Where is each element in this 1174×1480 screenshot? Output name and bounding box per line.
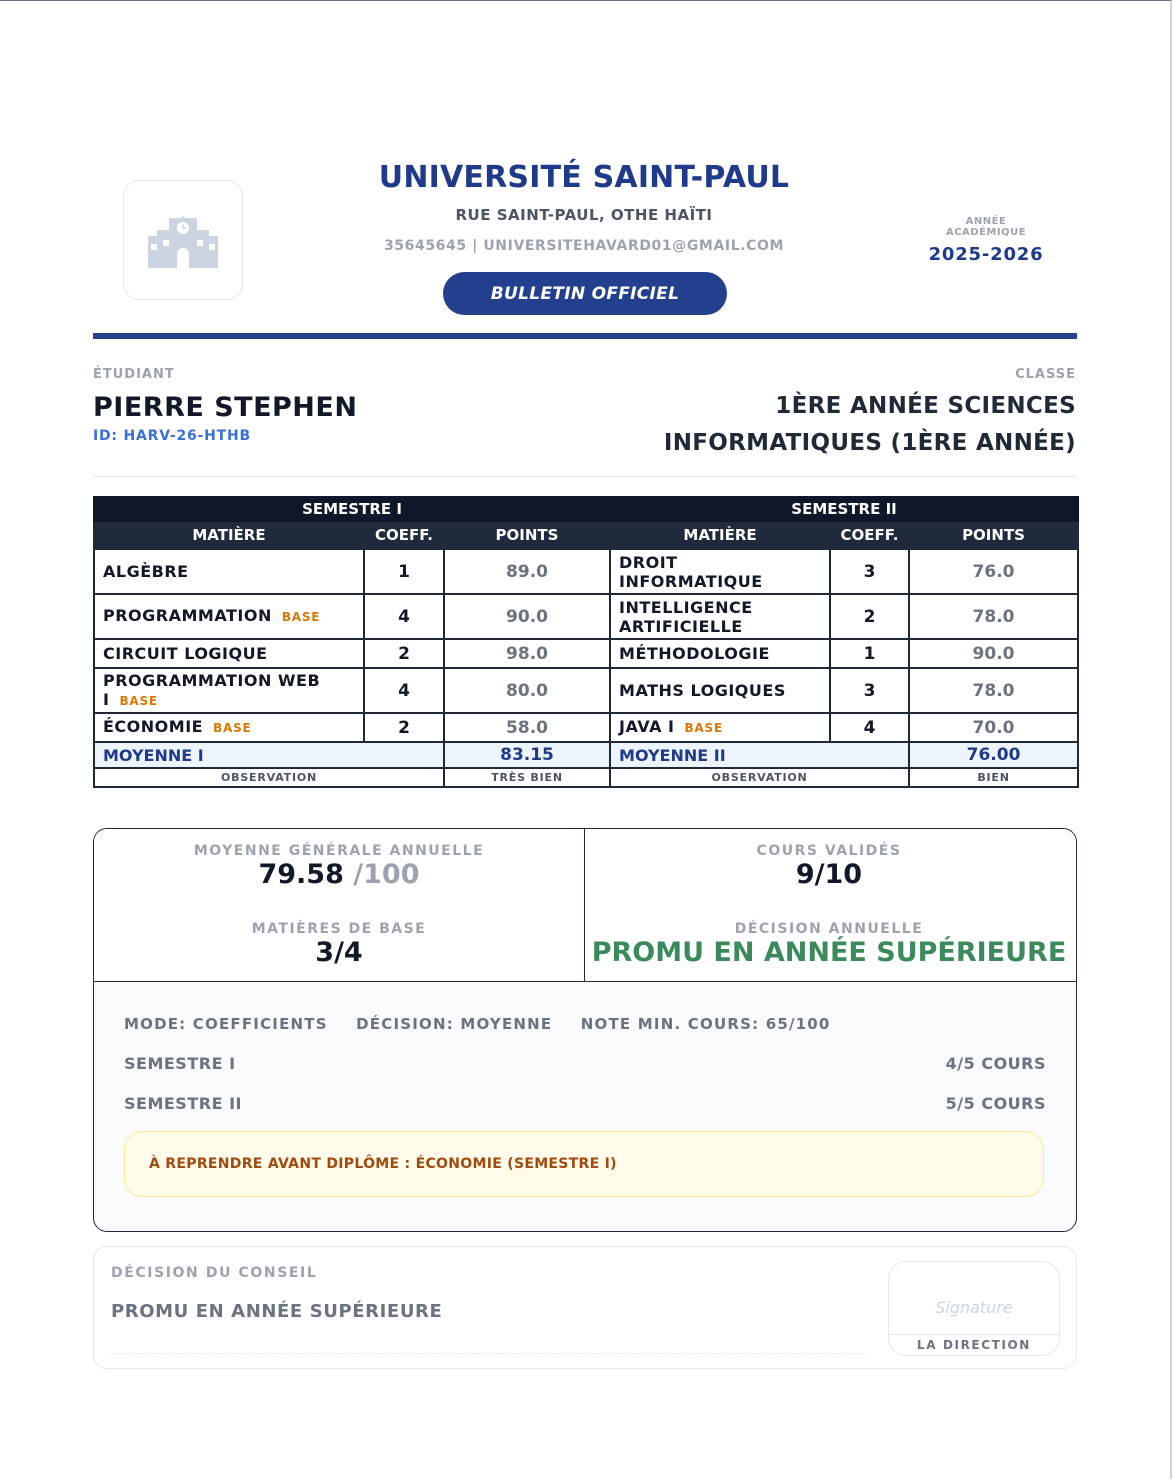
semester2-header: SEMESTRE II	[610, 497, 1078, 521]
base-tag: BASE	[119, 693, 158, 708]
table-row	[94, 639, 1078, 668]
subject-name: CIRCUIT LOGIQUE	[103, 644, 268, 663]
academic-year-value: 2025-2026	[928, 244, 1044, 265]
average2-label: MOYENNE II	[610, 742, 909, 768]
academic-year-label: ANNÉE ACADÉMIQUE	[945, 216, 1027, 238]
council-dashed-line	[111, 1353, 865, 1354]
student-name: PIERRE STEPHEN	[93, 392, 358, 423]
subject-cell	[94, 594, 364, 639]
coef-cell: 4	[364, 594, 444, 639]
header-divider	[93, 333, 1077, 339]
semester1-summary-label: SEMESTRE I	[124, 1054, 236, 1073]
subject-cell	[610, 639, 830, 668]
school-building-icon	[147, 210, 219, 270]
table-row	[94, 713, 1078, 742]
semester2-summary	[124, 1094, 1046, 1113]
base-tag: BASE	[684, 721, 723, 735]
observation2-label: OBSERVATION	[610, 768, 909, 787]
signature-line	[889, 1334, 1059, 1335]
university-address: RUE SAINT-PAUL, OTHE HAÏTI	[455, 206, 713, 224]
coef-cell: 2	[830, 594, 909, 639]
coef-cell: 4	[364, 668, 444, 713]
points-cell: 98.0	[444, 639, 610, 668]
subject-name: MÉTHODOLOGIE	[619, 644, 770, 663]
subject-name: INTELLIGENCE ARTIFICIELLE	[619, 597, 753, 636]
council-decision-value: PROMU EN ANNÉE SUPÉRIEURE	[111, 1301, 443, 1322]
average1-label: MOYENNE I	[94, 742, 444, 768]
signature-box	[888, 1261, 1060, 1356]
points-cell: 90.0	[444, 594, 610, 639]
points-cell: 78.0	[909, 594, 1078, 639]
annual-average-label: MOYENNE GÉNÉRALE ANNUELLE	[193, 843, 485, 859]
observation2-value: BIEN	[909, 768, 1078, 787]
base-subjects-label: MATIÈRES DE BASE	[251, 921, 427, 937]
validated-courses-label: COURS VALIDÉS	[756, 843, 902, 859]
coef-cell: 1	[830, 639, 909, 668]
coef-cell: 1	[364, 549, 444, 594]
subject-name: JAVA I	[619, 717, 675, 736]
points-cell: 80.0	[444, 668, 610, 713]
observation1-label: OBSERVATION	[94, 768, 444, 787]
subject-cell	[610, 549, 830, 594]
signature-label: LA DIRECTION	[917, 1338, 1031, 1352]
col-points-s1: POINTS	[444, 521, 610, 549]
observation1-value: TRÈS BIEN	[444, 768, 610, 787]
subject-cell	[94, 713, 364, 742]
coef-cell: 3	[830, 549, 909, 594]
subject-name: PROGRAMMATION	[103, 606, 272, 625]
subject-name: PROGRAMMATION WEB I	[103, 670, 321, 709]
subject-cell	[610, 594, 830, 639]
subject-name: ÉCONOMIE	[103, 717, 204, 736]
bulletin-badge: BULLETIN OFFICIEL	[443, 272, 727, 315]
semester2-summary-value: 5/5 COURS	[945, 1094, 1046, 1113]
semester1-summary-value: 4/5 COURS	[945, 1054, 1046, 1073]
base-subjects	[94, 921, 584, 968]
coef-cell: 3	[830, 668, 909, 713]
observation-row	[94, 768, 1078, 787]
base-subjects-value: 3/4	[315, 937, 363, 968]
coef-cell: 2	[364, 639, 444, 668]
table-row	[94, 594, 1078, 639]
student-divider	[93, 476, 1077, 477]
subject-cell	[610, 713, 830, 742]
coef-cell: 4	[830, 713, 909, 742]
class-label: CLASSE	[1015, 367, 1076, 382]
subject-cell	[94, 639, 364, 668]
col-subject-s2: MATIÈRE	[610, 521, 830, 549]
class-name-line2: INFORMATIQUES (1ÈRE ANNÉE)	[663, 430, 1076, 456]
annual-average-denom: /100	[353, 859, 420, 890]
student-label: ÉTUDIANT	[93, 367, 175, 382]
semester2-summary-label: SEMESTRE II	[124, 1094, 242, 1113]
annual-summary-card	[93, 828, 1077, 1232]
subject-name: DROIT INFORMATIQUE	[619, 552, 763, 591]
average2-value: 76.00	[909, 742, 1078, 768]
semester-header-row	[94, 497, 1078, 521]
col-subject-s1: MATIÈRE	[94, 521, 364, 549]
university-logo	[123, 180, 243, 300]
validated-courses-value: 9/10	[795, 859, 863, 890]
semester1-summary	[124, 1054, 1046, 1073]
annual-decision-value: PROMU EN ANNÉE SUPÉRIEURE	[591, 937, 1067, 968]
mode-setting: MODE: COEFFICIENTS	[124, 1015, 328, 1033]
semester1-header: SEMESTRE I	[94, 497, 610, 521]
annual-average	[94, 843, 584, 890]
council-decision-label: DÉCISION DU CONSEIL	[111, 1265, 318, 1281]
points-cell: 89.0	[444, 549, 610, 594]
base-tag: BASE	[281, 610, 321, 624]
average1-value: 83.15	[444, 742, 610, 768]
table-row	[94, 549, 1078, 594]
calculation-settings	[124, 1015, 853, 1033]
annual-decision-label: DÉCISION ANNUELLE	[734, 921, 924, 937]
min-note-setting: NOTE MIN. COURS: 65/100	[580, 1015, 831, 1033]
subject-name: MATHS LOGIQUES	[619, 681, 786, 700]
subject-name: ALGÈBRE	[103, 562, 189, 581]
subject-cell	[610, 668, 830, 713]
summary-stats	[94, 829, 1076, 982]
col-coef-s2: COEFF.	[830, 521, 909, 549]
grades-table	[93, 496, 1079, 788]
col-points-s2: POINTS	[909, 521, 1078, 549]
coef-cell: 2	[364, 713, 444, 742]
table-row	[94, 668, 1078, 713]
signature-placeholder: Signature	[935, 1298, 1013, 1317]
validated-courses	[584, 843, 1074, 890]
retake-warning: À REPRENDRE AVANT DIPLÔME : ÉCONOMIE (SEMESTRE I)	[124, 1131, 1044, 1197]
subject-cell	[94, 668, 364, 713]
council-decision-card	[93, 1246, 1077, 1369]
class-name	[556, 388, 1076, 462]
column-header-row	[94, 521, 1078, 549]
annual-decision	[584, 921, 1074, 968]
university-contact: 35645645 | UNIVERSITEHAVARD01@GMAIL.COM	[383, 238, 785, 254]
col-coef-s1: COEFF.	[364, 521, 444, 549]
average-row	[94, 742, 1078, 768]
points-cell: 90.0	[909, 639, 1078, 668]
university-name: UNIVERSITÉ SAINT-PAUL	[378, 160, 790, 195]
decision-setting: DÉCISION: MOYENNE	[356, 1015, 553, 1033]
points-cell: 58.0	[444, 713, 610, 742]
points-cell: 78.0	[909, 668, 1078, 713]
subject-cell	[94, 549, 364, 594]
points-cell: 76.0	[909, 549, 1078, 594]
annual-average-value-wrap	[94, 859, 584, 890]
class-name-line1: 1ÈRE ANNÉE SCIENCES	[775, 393, 1076, 419]
points-cell: 70.0	[909, 713, 1078, 742]
annual-average-value: 79.58	[258, 859, 344, 890]
student-id: ID: HARV-26-HTHB	[93, 428, 252, 444]
base-tag: BASE	[213, 721, 252, 735]
